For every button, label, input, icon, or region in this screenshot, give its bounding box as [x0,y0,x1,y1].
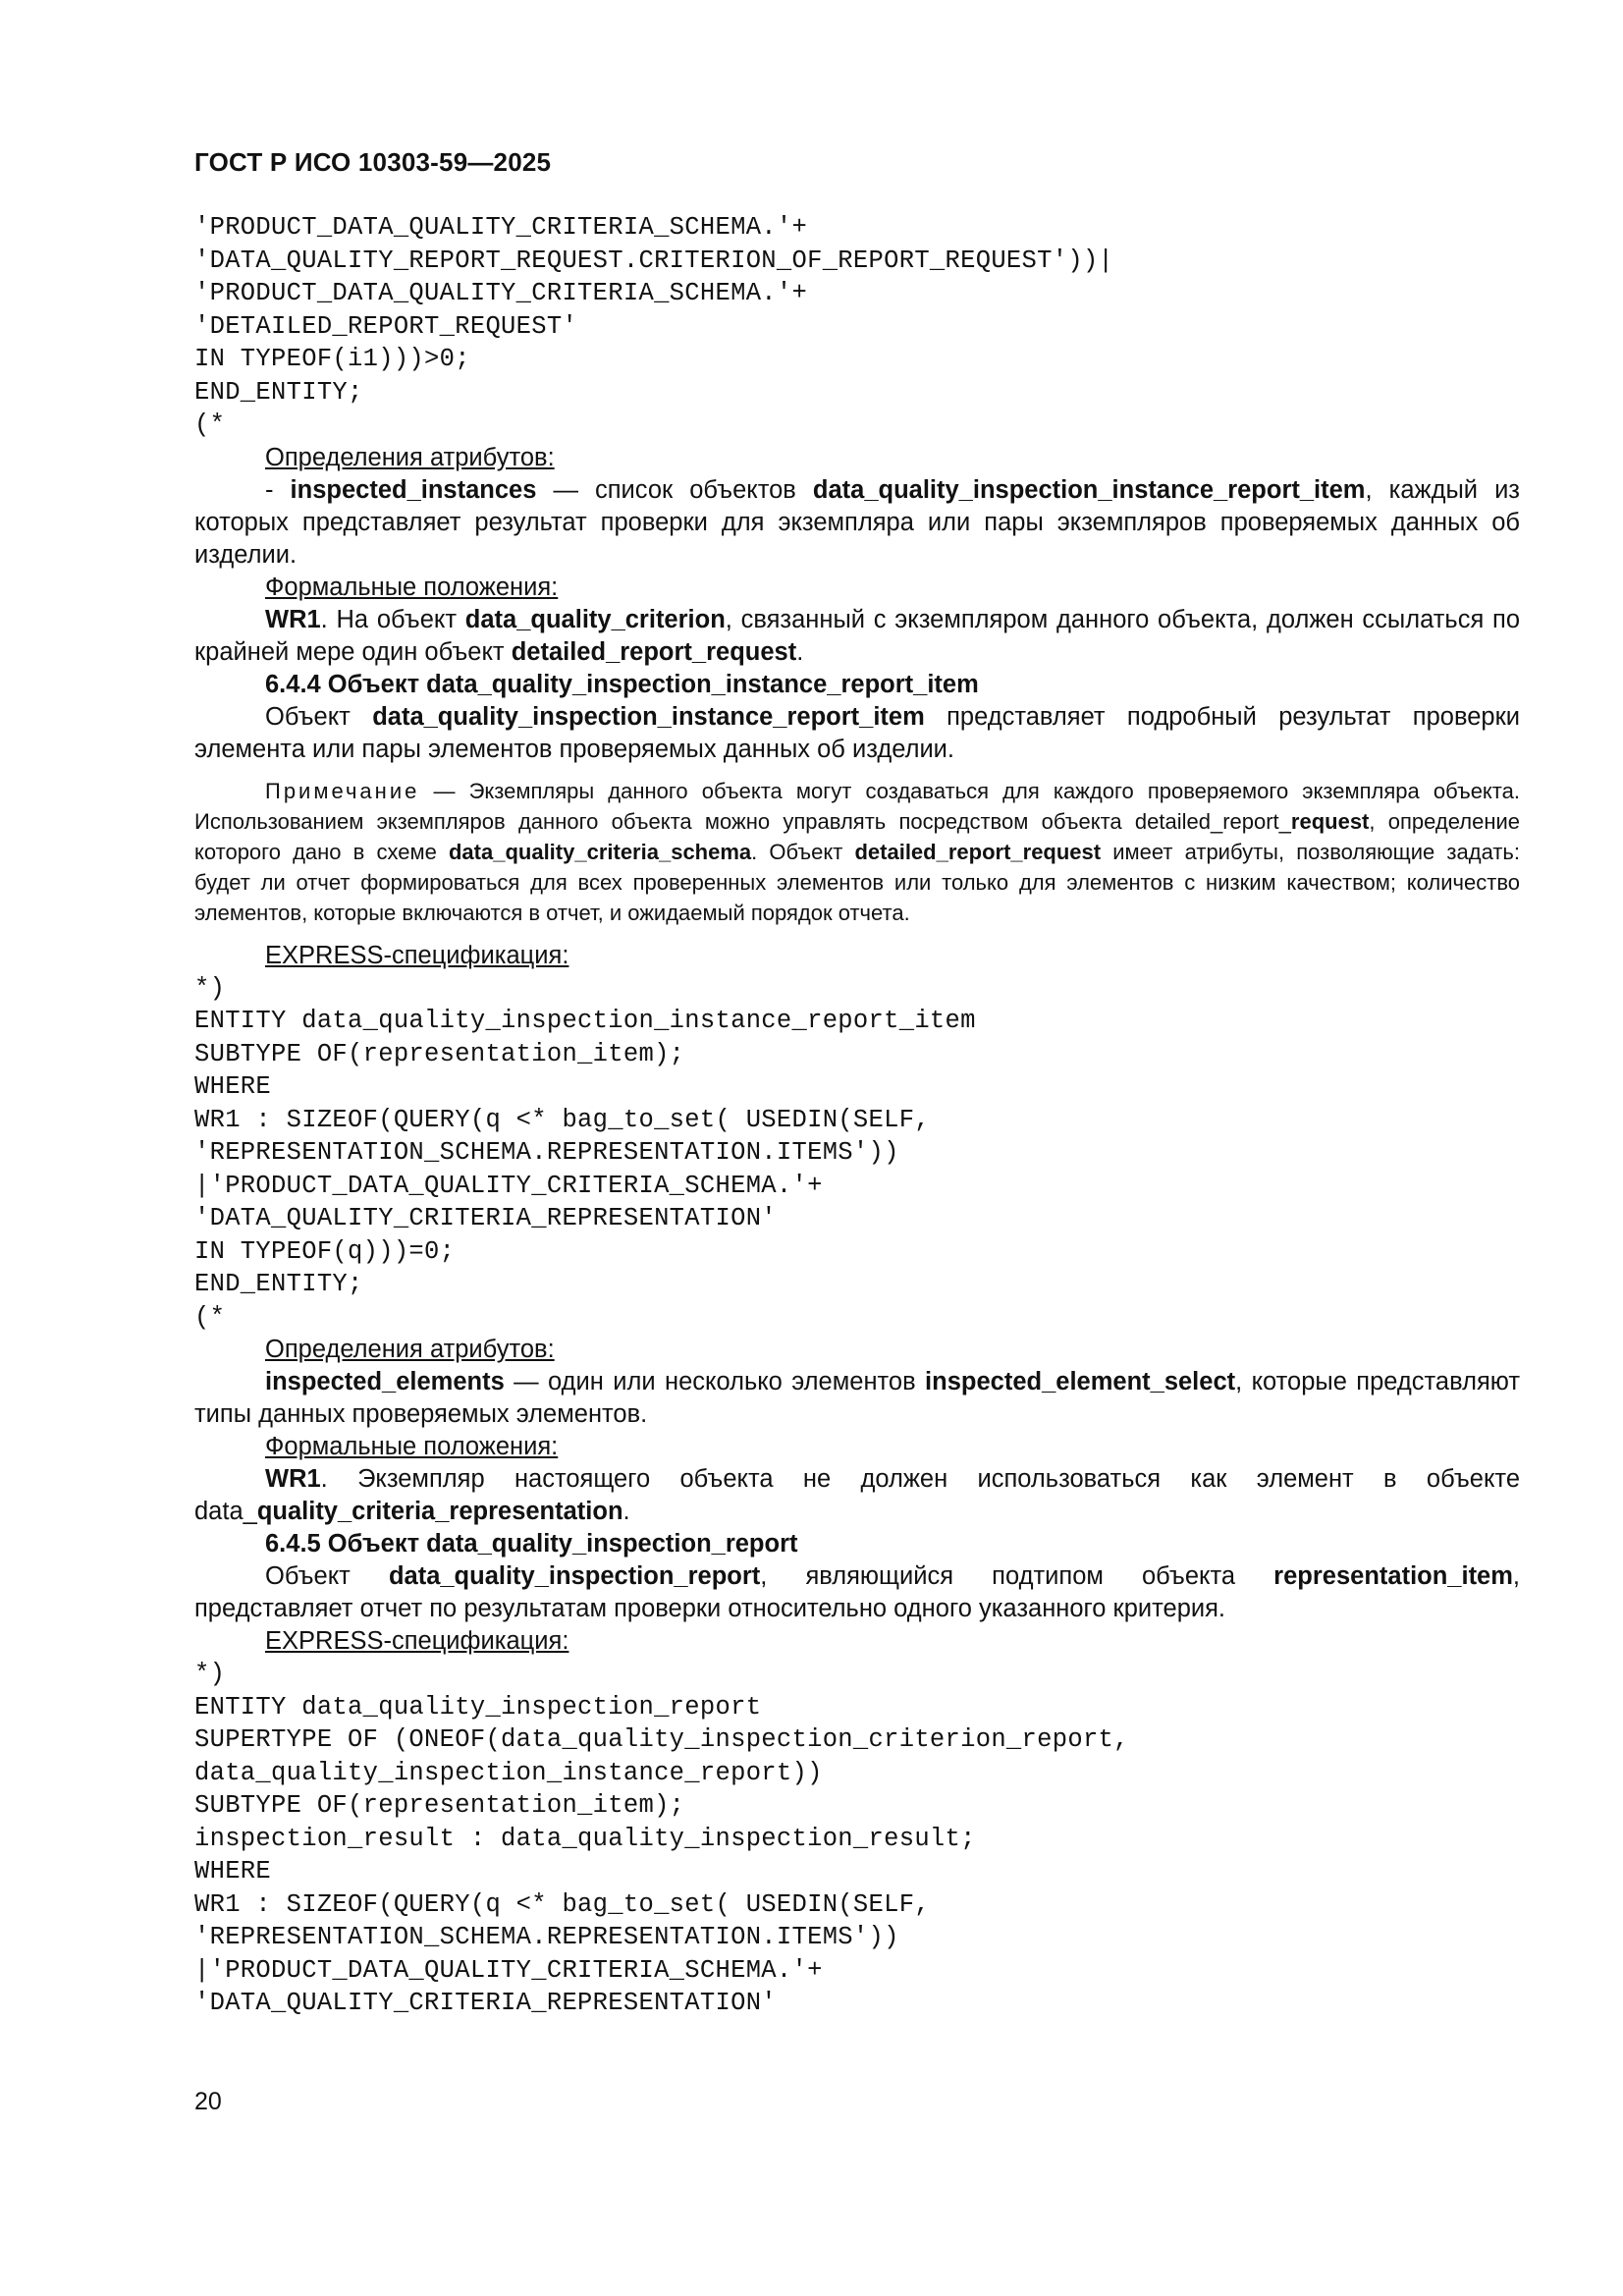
attribute-definition-paragraph: inspected_elements — один или несколько элементов inspected_element_select, которые представляют типы данных проверяемых элементов. [194,1368,1521,1428]
code-line: SUPERTYPE OF (ONEOF(data_quality_inspection_criterion_report, [194,1725,1129,1754]
term: inspected_instances [290,475,537,504]
code-line: SUBTYPE OF(representation_item); [194,1039,685,1068]
express-specification-label: EXPRESS-спецификация: [265,941,569,969]
express-specification-label: EXPRESS-спецификация: [265,1627,569,1655]
term: data_quality_inspection_instance_report_item [372,702,925,731]
note-paragraph: Примечание — Экземпляры данного объекта могут создаваться для каждого проверяемого экземпляра объекта. Использованием экземпляров данного объекта можно управлять посредством объекта detailed_report_request, определение которого дано в схеме data_quality_criteria_schema. Объект detailed_report_request имеет атрибуты, позволяющие задать: будет ли отчет формироваться для всех проверенных элементов или только для элементов с низким качеством; количество элементов, которые включаются в отчет, и ожидаемый порядок отчета. [194,778,1520,925]
formal-proposition-paragraph: WR1. На объект data_quality_criterion, связанный с экземпляром данного объекта, должен ссылаться по крайней мере один объект detailed_report_request. [194,605,1520,666]
term: data_quality_inspection_report [388,1562,761,1590]
term: request [1290,808,1370,834]
express-code-block-3 [194,1658,1520,2020]
formal-propositions-label: Формальные положения: [265,573,559,601]
term: data_quality_criteria_schema [448,839,752,864]
section-heading-6-4-4: 6.4.4 Объект data_quality_inspection_instance_report_item [265,670,979,698]
code-line: 'PRODUCT_DATA_QUALITY_CRITERIA_SCHEMA.'+ [194,213,808,242]
entity-description-paragraph: Объект data_quality_inspection_instance_report_item представляет подробный результат проверки элемента или пары элементов проверяемых данных об изделии. [194,702,1521,763]
code-line: |'PRODUCT_DATA_QUALITY_CRITERIA_SCHEMA.'+ [194,1955,823,1985]
term: WR1 [265,605,321,633]
term: quality_criteria_representation [256,1498,623,1525]
code-line: WR1 : SIZEOF(QUERY(q <* bag_to_set( USEDIN(SELF, [194,1105,930,1134]
code-line: ENTITY data_quality_inspection_instance_report_item [194,1007,976,1035]
code-line: 'REPRESENTATION_SCHEMA.REPRESENTATION.ITEMS')) [194,1923,899,1951]
term: inspected_element_select [925,1368,1236,1395]
code-line: *) [194,973,226,1003]
code-line: *) [194,1660,226,1688]
code-line: IN TYPEOF(q)))=0; [194,1236,456,1266]
attribute-definitions-label: Определения атрибутов: [265,1336,555,1363]
document-header: ГОСТ Р ИСО 10303-59—2025 [194,147,552,177]
attribute-definitions-label: Определения атрибутов: [265,443,555,471]
term: data_quality_inspection_instance_report_item [812,475,1366,504]
code-line: WHERE [194,1072,272,1101]
term: representation_item [1273,1562,1513,1590]
code-line: SUBTYPE OF(representation_item); [194,1791,685,1820]
entity-description-paragraph: Объект data_quality_inspection_report, являющийся подтипом объекта representation_item, представляет отчет по результатам проверки относительно одного указанного критерия. [194,1562,1521,1622]
formal-proposition-paragraph: WR1. Экземпляр настоящего объекта не должен использоваться как элемент в объекте data_quality_criteria_representation. [194,1465,1520,1525]
code-line: IN TYPEOF(i1)))>0; [194,345,470,373]
code-line: inspection_result : data_quality_inspection_result; [194,1824,976,1853]
express-code-block-2 [194,972,1520,1335]
term: WR1 [265,1465,321,1493]
code-line: 'DATA_QUALITY_CRITERIA_REPRESENTATION' [194,1989,777,2017]
code-line: 'DATA_QUALITY_REPORT_REQUEST.CRITERION_OF_REPORT_REQUEST'))| [194,246,1114,275]
term: detailed_report_request [854,839,1102,864]
term: inspected_elements [265,1368,505,1395]
code-line: (* [194,410,226,439]
code-line: ENTITY data_quality_inspection_report [194,1692,762,1722]
formal-propositions-label: Формальные положения: [265,1433,559,1460]
term: detailed_report_request [511,637,797,666]
note-label: Примечание [265,778,420,803]
code-line: 'PRODUCT_DATA_QUALITY_CRITERIA_SCHEMA.'+ [194,279,808,307]
code-line: 'DATA_QUALITY_CRITERIA_REPRESENTATION' [194,1204,777,1232]
code-line: WHERE [194,1857,272,1886]
code-line: END_ENTITY; [194,1270,363,1298]
code-line: END_ENTITY; [194,377,363,407]
express-code-block-1 [194,211,1520,442]
code-line: 'DETAILED_REPORT_REQUEST' [194,311,578,341]
page-number: 20 [194,2088,222,2115]
document-page [194,147,1520,2020]
code-line: WR1 : SIZEOF(QUERY(q <* bag_to_set( USEDIN(SELF, [194,1889,930,1919]
term: data_quality_criterion [464,605,726,633]
code-line: |'PRODUCT_DATA_QUALITY_CRITERIA_SCHEMA.'+ [194,1171,823,1200]
code-line: (* [194,1302,226,1332]
section-heading-6-4-5: 6.4.5 Объект data_quality_inspection_report [265,1530,798,1558]
code-line: data_quality_inspection_instance_report)) [194,1758,823,1787]
code-line: 'REPRESENTATION_SCHEMA.REPRESENTATION.ITEMS')) [194,1138,899,1167]
attribute-definition-paragraph: - inspected_instances — список объектов data_quality_inspection_instance_report_item, каждый из которых представляет результат проверки для экземпляра или пары экземпляров проверяемых данных об изделии. [194,475,1521,569]
